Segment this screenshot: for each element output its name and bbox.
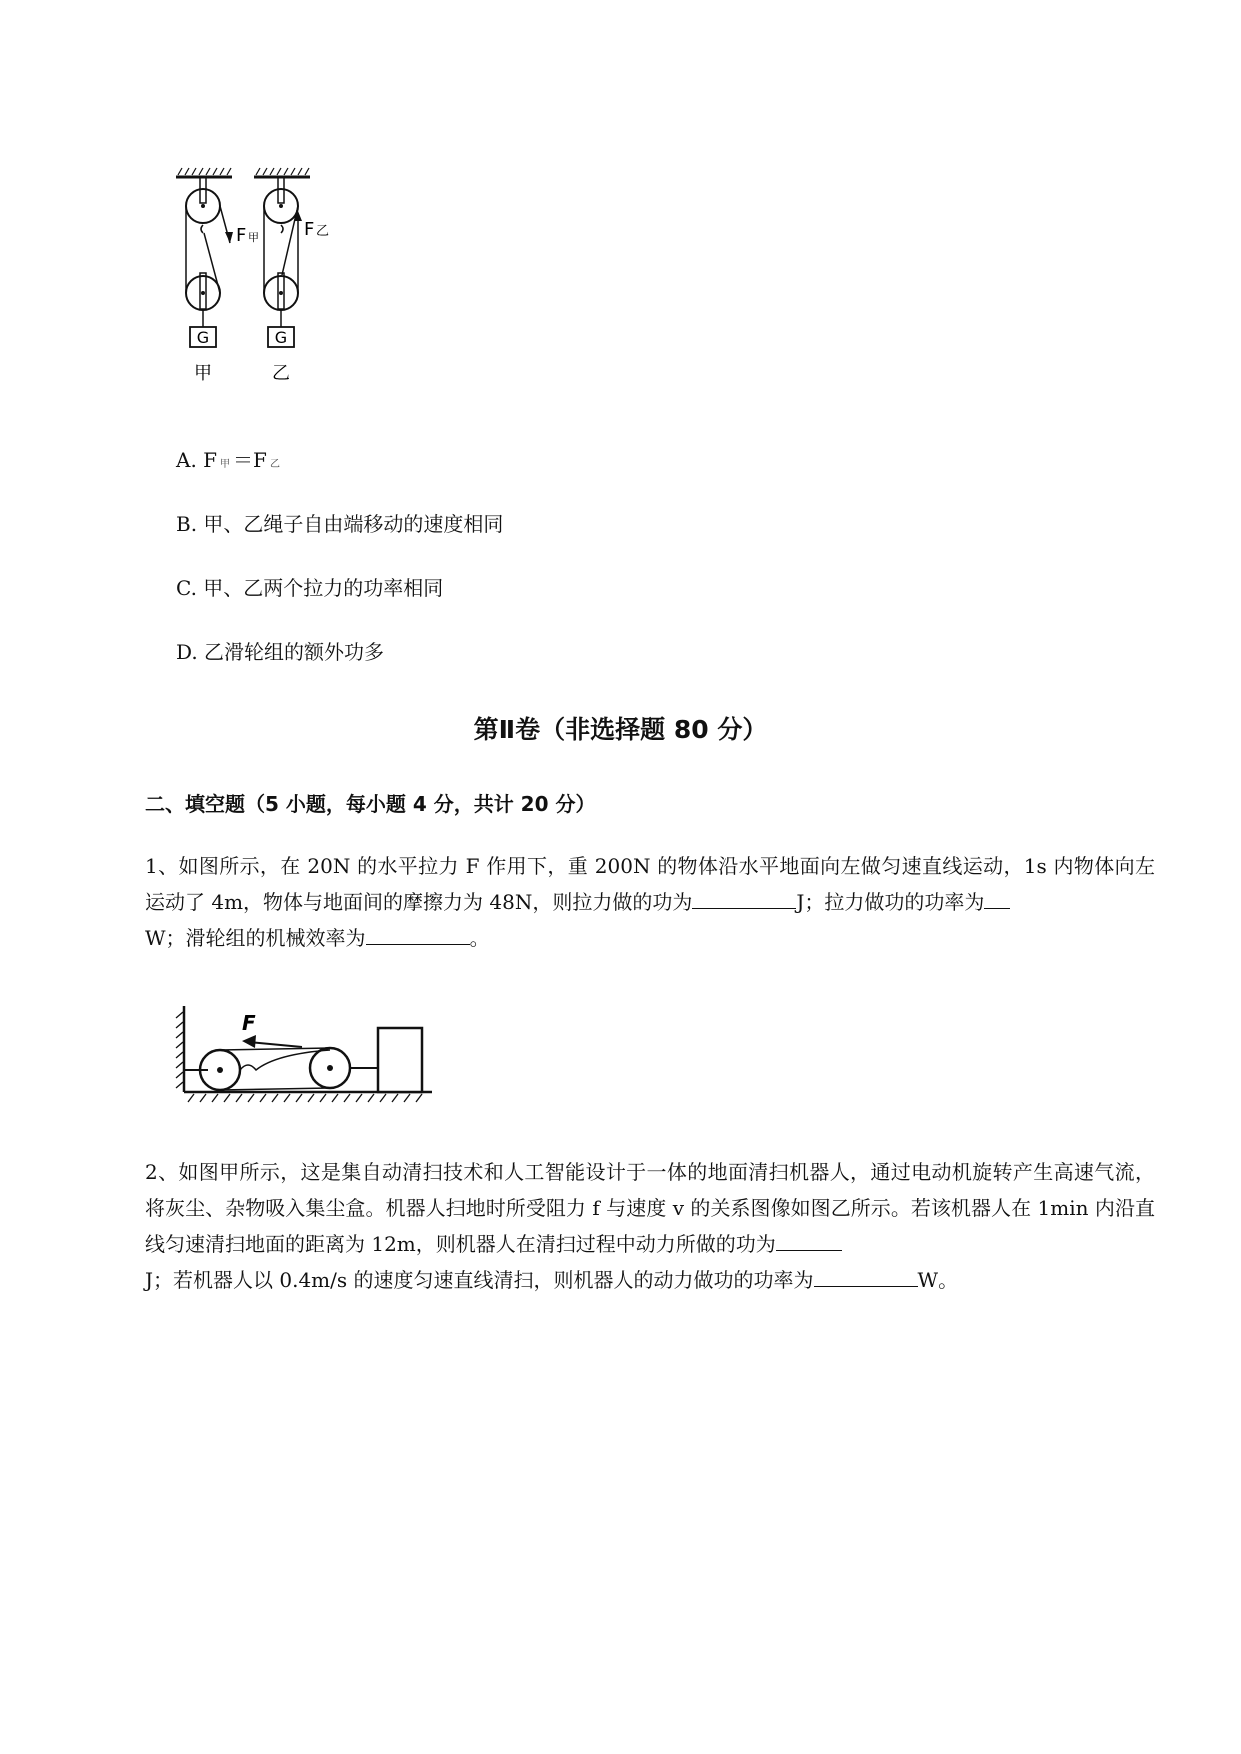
q1-text-3: W；滑轮组的机械效率为 bbox=[145, 926, 366, 950]
force-label-horizontal: F bbox=[242, 1011, 256, 1035]
option-b: B. 甲、乙绳子自由端移动的速度相同 bbox=[176, 512, 504, 536]
option-c: C. 甲、乙两个拉力的功率相同 bbox=[176, 576, 444, 600]
q2-text-2: J；若机器人以 0.4m/s 的速度匀速直线清扫，则机器人的动力做功的功率为 bbox=[145, 1268, 814, 1292]
question-2 bbox=[145, 1154, 1155, 1298]
force-label-yi: F bbox=[304, 219, 315, 240]
option-a-sub2: 乙 bbox=[269, 459, 280, 470]
q2-blank-work[interactable] bbox=[776, 1230, 842, 1251]
pulley-system-jia bbox=[176, 168, 233, 347]
q2-text-1: 2、如图甲所示，这是集自动清扫技术和人工智能设计于一体的地面清扫机器人，通过电动机旋转产生高速气流，将灰尘、杂物吸入集尘盒。机器人扫地时所受阻力 f 与速度 v 的关系图像如图乙所示。若该机器人在 1min 内沿直线匀速清扫地面的距离为 12m，则机器人在清扫过程中动力所做的功为 bbox=[145, 1160, 1155, 1256]
q1-blank-work[interactable] bbox=[692, 888, 796, 909]
horizontal-pulley-figure bbox=[170, 1000, 440, 1112]
weight-label-jia: G bbox=[196, 328, 210, 347]
q1-blank-efficiency[interactable] bbox=[366, 924, 470, 945]
option-a-prefix: A. F bbox=[176, 448, 218, 472]
q1-text-1: 1、如图所示，在 20N 的水平拉力 F 作用下，重 200N 的物体沿水平地面向左做匀速直线运动，1s 内物体向左运动了 4m，物体与地面间的摩擦力为 48N，则拉力做的功为 bbox=[145, 854, 1155, 914]
figure-label-yi: 乙 bbox=[272, 363, 290, 384]
pulley-system-yi bbox=[254, 168, 310, 347]
option-a-sub1: 甲 bbox=[220, 459, 231, 470]
part-heading: 二、填空题（5 小题，每小题 4 分，共计 20 分） bbox=[145, 792, 596, 816]
q2-blank-power[interactable] bbox=[814, 1266, 918, 1287]
pulley-systems-figure bbox=[170, 165, 370, 395]
q1-text-2: J；拉力做功的功率为 bbox=[796, 890, 985, 914]
option-d: D. 乙滑轮组的额外功多 bbox=[176, 640, 385, 664]
weight-label-yi: G bbox=[274, 328, 288, 347]
q2-text-3: W。 bbox=[917, 1268, 959, 1292]
option-a bbox=[176, 446, 283, 479]
option-a-eq: ＝F bbox=[233, 448, 267, 472]
section-title: 第Ⅱ卷（非选择题 80 分） bbox=[473, 715, 768, 744]
q1-text-4: 。 bbox=[469, 926, 490, 950]
force-sub-jia: 甲 bbox=[248, 231, 259, 244]
force-sub-yi: 乙 bbox=[316, 224, 330, 239]
q1-blank-power[interactable] bbox=[984, 888, 1010, 909]
question-1 bbox=[145, 848, 1155, 956]
figure-label-jia: 甲 bbox=[194, 363, 212, 384]
force-label-jia: F bbox=[236, 225, 247, 246]
